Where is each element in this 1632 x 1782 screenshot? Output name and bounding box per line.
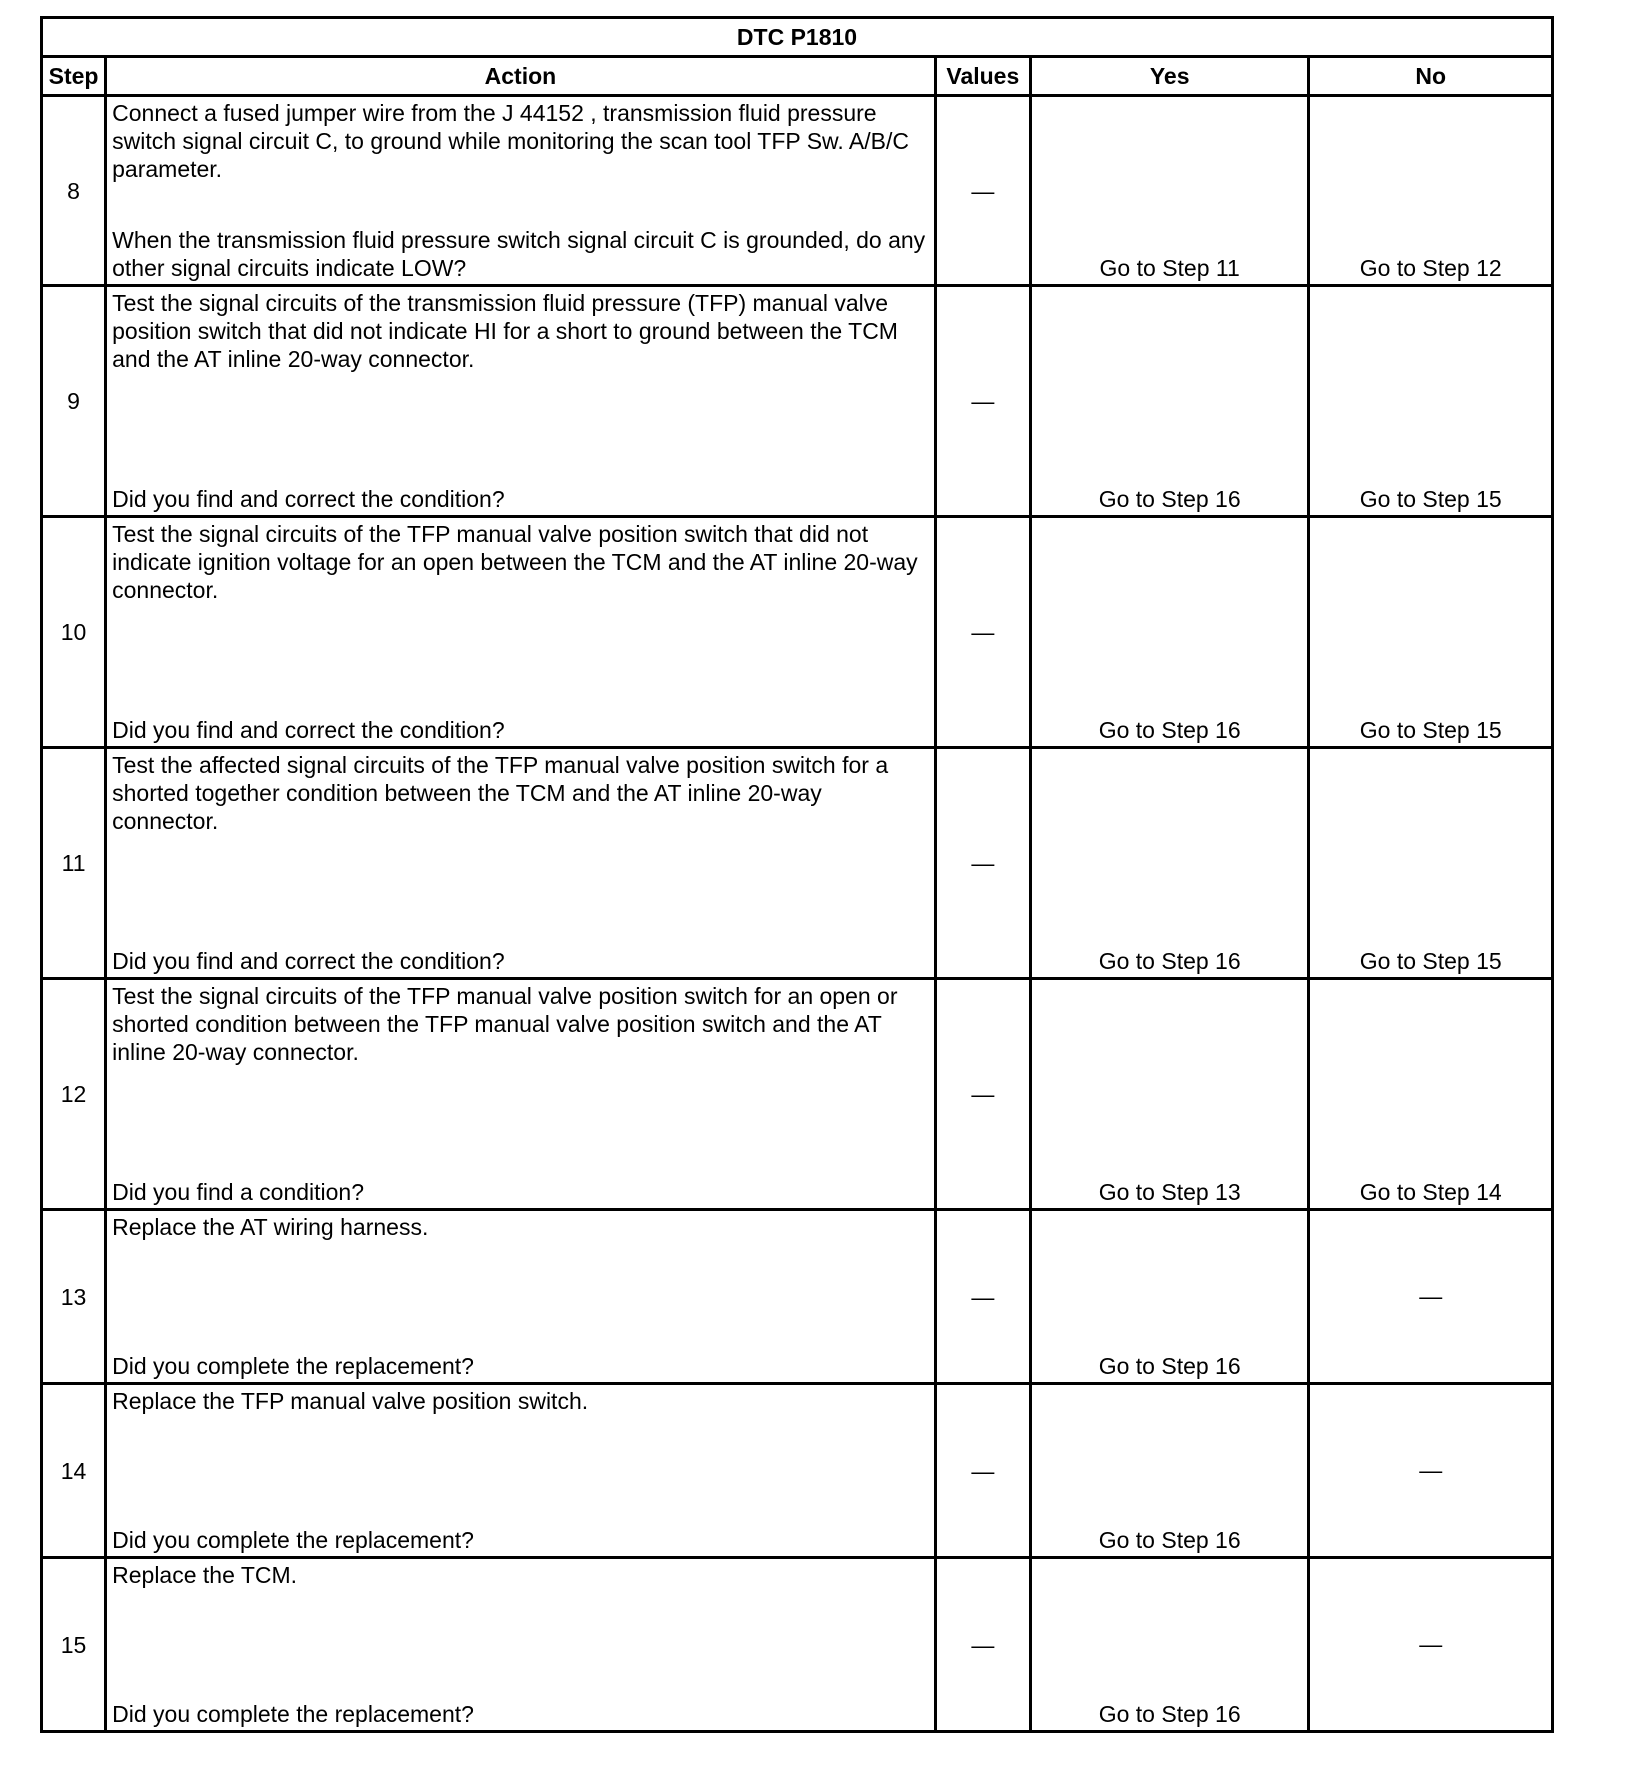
action-question: Did you find and correct the condition? xyxy=(112,948,505,974)
yes-cell: Go to Step 16 xyxy=(1030,1384,1309,1558)
values-cell: — xyxy=(935,286,1030,517)
step-number: 9 xyxy=(42,286,106,517)
header-row xyxy=(42,57,1553,96)
values-cell: — xyxy=(935,96,1030,286)
header-action: Action xyxy=(106,57,936,96)
table-row xyxy=(42,1384,1553,1558)
action-question: Did you find and correct the condition? xyxy=(112,717,505,743)
title-row xyxy=(42,18,1553,57)
action-question: Did you complete the replacement? xyxy=(112,1527,474,1553)
no-cell: Go to Step 15 xyxy=(1309,286,1553,517)
action-text: Test the affected signal circuits of the TFP manual valve position switch for a shorted together condition between the TCM and the AT inline 20-way connector. xyxy=(112,752,889,834)
step-number: 11 xyxy=(42,748,106,979)
table-title: DTC P1810 xyxy=(42,18,1553,57)
table-row xyxy=(42,1210,1553,1384)
action-question: Did you find and correct the condition? xyxy=(112,486,505,512)
header-no: No xyxy=(1309,57,1553,96)
step-number: 15 xyxy=(42,1558,106,1732)
action-text: Test the signal circuits of the TFP manual valve position switch that did not indicate ignition voltage for an open between the TCM and the AT inline 20-way connector. xyxy=(112,521,918,603)
action-cell xyxy=(106,1558,936,1732)
action-question: Did you find a condition? xyxy=(112,1179,365,1205)
yes-cell: Go to Step 16 xyxy=(1030,286,1309,517)
yes-cell: Go to Step 13 xyxy=(1030,979,1309,1210)
action-text: Replace the AT wiring harness. xyxy=(112,1214,429,1240)
yes-cell: Go to Step 11 xyxy=(1030,96,1309,286)
table-row xyxy=(42,1558,1553,1732)
step-number: 8 xyxy=(42,96,106,286)
yes-cell: Go to Step 16 xyxy=(1030,748,1309,979)
no-cell: — xyxy=(1309,1558,1553,1732)
table-body xyxy=(42,96,1553,1732)
header-step: Step xyxy=(42,57,106,96)
action-question: Did you complete the replacement? xyxy=(112,1701,474,1727)
no-cell: — xyxy=(1309,1384,1553,1558)
values-cell: — xyxy=(935,979,1030,1210)
no-cell: Go to Step 15 xyxy=(1309,748,1553,979)
table-row xyxy=(42,517,1553,748)
action-cell xyxy=(106,517,936,748)
no-cell: Go to Step 14 xyxy=(1309,979,1553,1210)
yes-cell: Go to Step 16 xyxy=(1030,517,1309,748)
values-cell: — xyxy=(935,1384,1030,1558)
table-row xyxy=(42,96,1553,286)
yes-cell: Go to Step 16 xyxy=(1030,1558,1309,1732)
step-number: 10 xyxy=(42,517,106,748)
values-cell: — xyxy=(935,1558,1030,1732)
action-question: Did you complete the replacement? xyxy=(112,1353,474,1379)
action-text: Test the signal circuits of the TFP manual valve position switch for an open or shorted condition between the TFP manual valve position switch and the AT inline 20-way connector. xyxy=(112,983,898,1065)
action-cell xyxy=(106,96,936,286)
action-text: Test the signal circuits of the transmission fluid pressure (TFP) manual valve position switch that did not indicate HI for a short to ground between the TCM and the AT inline 20-way connector. xyxy=(112,290,898,372)
step-number: 14 xyxy=(42,1384,106,1558)
values-cell: — xyxy=(935,748,1030,979)
no-cell: Go to Step 15 xyxy=(1309,517,1553,748)
action-text: Replace the TCM. xyxy=(112,1562,298,1588)
step-number: 13 xyxy=(42,1210,106,1384)
action-cell xyxy=(106,748,936,979)
action-cell xyxy=(106,1384,936,1558)
header-values: Values xyxy=(935,57,1030,96)
table-row xyxy=(42,979,1553,1210)
no-cell: Go to Step 12 xyxy=(1309,96,1553,286)
action-cell xyxy=(106,1210,936,1384)
yes-cell: Go to Step 16 xyxy=(1030,1210,1309,1384)
dtc-table xyxy=(40,16,1554,1733)
header-yes: Yes xyxy=(1030,57,1309,96)
values-cell: — xyxy=(935,1210,1030,1384)
action-text: Replace the TFP manual valve position switch. xyxy=(112,1388,589,1414)
step-number: 12 xyxy=(42,979,106,1210)
action-cell xyxy=(106,286,936,517)
values-cell: — xyxy=(935,517,1030,748)
no-cell: — xyxy=(1309,1210,1553,1384)
action-text: Connect a fused jumper wire from the J 44152 , transmission fluid pressure switch signal circuit C, to ground while monitoring the scan tool TFP Sw. A/B/C parameter. xyxy=(112,100,909,182)
table-row xyxy=(42,748,1553,979)
action-question: When the transmission fluid pressure switch signal circuit C is grounded, do any other signal circuits indicate LOW? xyxy=(112,227,926,281)
action-cell xyxy=(106,979,936,1210)
table-row xyxy=(42,286,1553,517)
